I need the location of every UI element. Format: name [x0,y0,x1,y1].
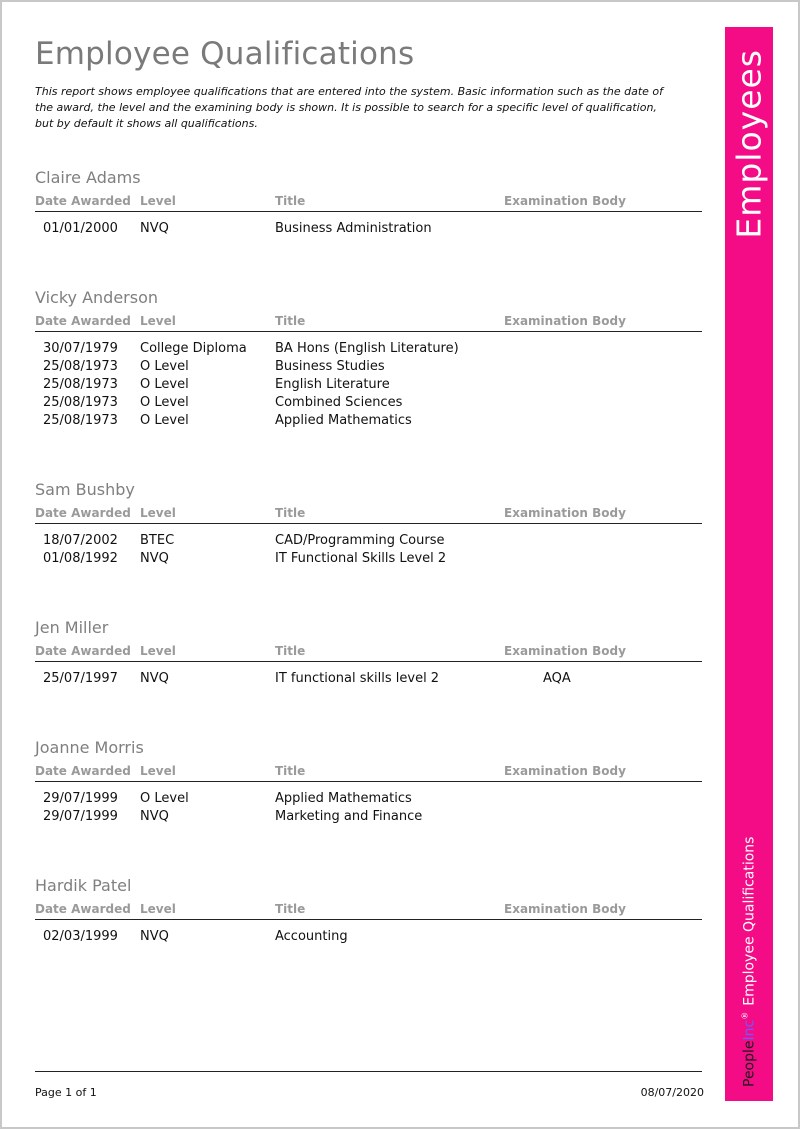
cell-date: 29/07/1999 [43,791,118,806]
page-number: Page 1 of 1 [35,1086,97,1099]
header-title: Title [275,194,306,208]
cell-date: 25/08/1973 [43,413,118,428]
cell-title: Business Administration [275,221,432,236]
cell-level: O Level [140,359,189,374]
header-date-awarded: Date Awarded [35,644,131,658]
header-date-awarded: Date Awarded [35,314,131,328]
registered-mark: ® [740,1011,750,1020]
footer-divider [35,1071,702,1072]
cell-level: NVQ [140,551,169,566]
header-title: Title [275,314,306,328]
qualification-row [35,928,702,946]
header-title: Title [275,506,306,520]
employee-group [35,738,702,826]
column-headers [35,506,702,524]
cell-title: Combined Sciences [275,395,403,410]
header-level: Level [140,194,176,208]
cell-date: 25/08/1973 [43,359,118,374]
brand-name-people: People [741,1040,758,1087]
header-level: Level [140,506,176,520]
header-level: Level [140,764,176,778]
cell-date: 02/03/1999 [43,929,118,944]
cell-level: O Level [140,413,189,428]
cell-title: Accounting [275,929,348,944]
header-examination-body: Examination Body [504,644,626,658]
cell-title: IT functional skills level 2 [275,671,440,686]
cell-title: Applied Mathematics [275,791,412,806]
cell-title: CAD/Programming Course [275,533,445,548]
cell-title: Marketing and Finance [275,809,423,824]
cell-level: O Level [140,377,189,392]
column-headers [35,314,702,332]
cell-date: 25/08/1973 [43,377,118,392]
cell-level: O Level [140,395,189,410]
header-examination-body: Examination Body [504,764,626,778]
employee-group [35,876,702,946]
cell-title: English Literature [275,377,390,392]
qualification-row [35,220,702,238]
cell-date: 29/07/1999 [43,809,118,824]
qualification-row [35,376,702,394]
header-date-awarded: Date Awarded [35,506,131,520]
column-headers [35,194,702,212]
employee-group [35,618,702,688]
cell-title: IT Functional Skills Level 2 [275,551,447,566]
report-title: Employee Qualifications [35,36,415,72]
employee-group [35,288,702,430]
employee-group [35,480,702,568]
header-title: Title [275,644,306,658]
qualification-row [35,340,702,358]
qualification-row [35,808,702,826]
header-examination-body: Examination Body [504,194,626,208]
cell-date: 18/07/2002 [43,533,118,548]
qualification-row [35,394,702,412]
employee-name: Vicky Anderson [35,288,159,307]
header-title: Title [275,764,306,778]
qualification-row [35,670,702,688]
cell-level: O Level [140,791,189,806]
report-name: Employee Qualifications [741,836,758,1006]
cell-body: AQA [543,671,571,686]
header-examination-body: Examination Body [504,902,626,916]
column-headers [35,902,702,920]
header-title: Title [275,902,306,916]
cell-level: NVQ [140,929,169,944]
column-headers [35,644,702,662]
column-headers [35,764,702,782]
employee-name: Sam Bushby [35,480,135,499]
header-date-awarded: Date Awarded [35,902,131,916]
qualification-row [35,358,702,376]
cell-date: 01/01/2000 [43,221,118,236]
qualification-row [35,550,702,568]
employee-group [35,168,702,238]
section-label: Employees [729,49,769,239]
qualification-row [35,412,702,430]
cell-level: BTEC [140,533,175,548]
brand-name-inc: Inc [741,1019,758,1041]
brand-footer [741,837,758,1087]
header-date-awarded: Date Awarded [35,194,131,208]
report-date: 08/07/2020 [640,1086,704,1099]
cell-level: NVQ [140,221,169,236]
side-banner [725,27,773,1101]
header-level: Level [140,314,176,328]
employee-name: Jen Miller [35,618,109,637]
cell-date: 01/08/1992 [43,551,118,566]
header-examination-body: Examination Body [504,314,626,328]
cell-date: 25/08/1973 [43,395,118,410]
employee-name: Joanne Morris [35,738,144,757]
header-level: Level [140,902,176,916]
header-level: Level [140,644,176,658]
cell-level: NVQ [140,671,169,686]
employee-name: Hardik Patel [35,876,132,895]
cell-level: College Diploma [140,341,247,356]
cell-date: 30/07/1979 [43,341,118,356]
qualification-row [35,790,702,808]
header-date-awarded: Date Awarded [35,764,131,778]
cell-date: 25/07/1997 [43,671,118,686]
header-examination-body: Examination Body [504,506,626,520]
qualification-row [35,532,702,550]
employee-name: Claire Adams [35,168,141,187]
cell-level: NVQ [140,809,169,824]
report-description: This report shows employee qualifications that are entered into the system. Basic information such as the date of the award, the level and the examining body is shown. It is possible to search for a specific level of qualification, but by default it shows all qualifications. [35,85,664,130]
cell-title: Business Studies [275,359,385,374]
cell-title: BA Hons (English Literature) [275,341,459,356]
cell-title: Applied Mathematics [275,413,412,428]
